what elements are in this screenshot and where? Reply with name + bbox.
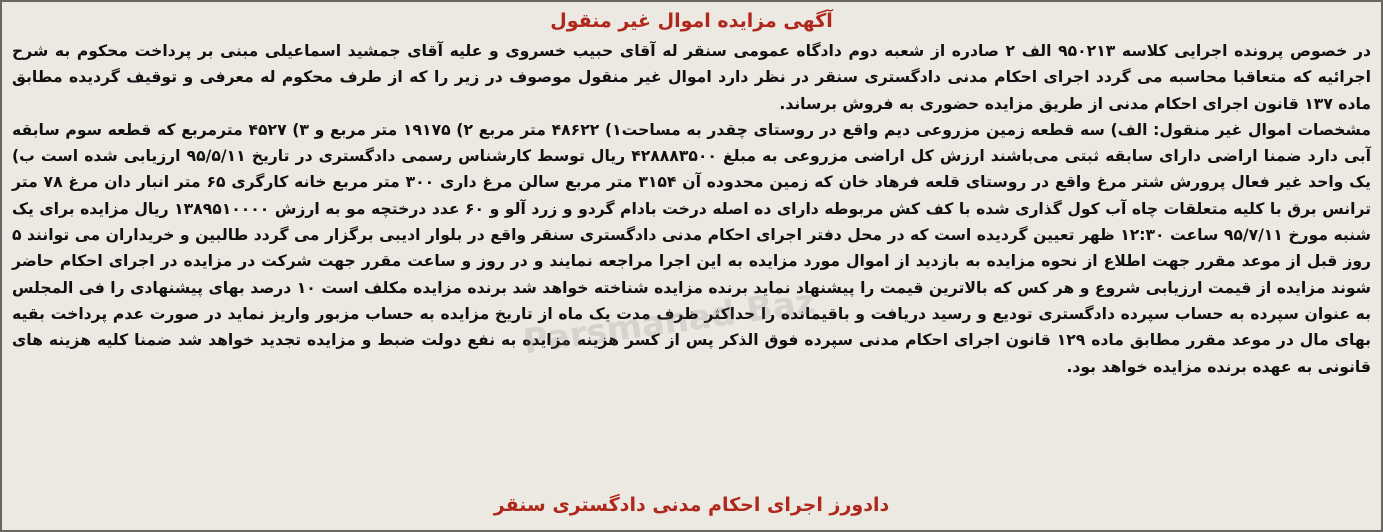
signature-line: دادورز اجرای احکام مدنی دادگستری سنقر — [493, 494, 890, 516]
property-details-paragraph: مشخصات اموال غیر منقول: الف) سه قطعه زمین مزروعی دیم واقع در روستای چقدر به مساحت۱) ۴۸۶۲۲ متر مربع ۲) ۱۹۱۷۵ متر مربع و ۳) ۴۵۲۷ مترمربع که قطعه سوم سابقه آبی دارد ضمنا اراضی دارای سابقه ثبتی می‌باشند ارزش کل اراضی مزروعی به مبلغ ۴۲۸۸۸۳۵۰۰ ریال توسط کارشناس رسمی دادگستری در تاریخ ۹۵/۵/۱۱ ارزیابی شده است ب) یک واحد غیر فعال پرورش شتر مرغ واقع در روستای قلعه فرهاد خان که زمین محدوده آن ۳۱۵۴ متر مربع سالن مرغ داری ۳۰۰ متر مربع خانه کارگری ۶۵ متر انبار دان مرغ ۷۸ متر ترانس برق با کلیه متعلقات چاه آب کول گذاری شده با کف کش مربوطه دارای ده اصله درخت بادام گردو و زرد آلو و ۶۰ عدد درختچه مو به ارزش ۱۳۸۹۵۱۰۰۰۰ ریال مزایده برای یک شنبه مورخ ۹۵/۷/۱۱ ساعت ۱۲:۳۰ ظهر تعیین گردیده است که در محل دفتر اجرای احکام مدنی دادگستری سنقر واقع در بلوار ادیبی برگزار می گردد طالبین و خریداران می توانند ۵ روز قبل از موعد مقرر جهت اطلاع از نحوه مزایده به بازدید از اموال مورد مزایده به این اجرا مراجعه نمایند و در روز و ساعت مقرر جهت شرکت در مزایده در اجرای احکام حاضر شوند مزایده از قیمت ارزیابی شروع و هر کس که بالاترین قیمت را پیشنهاد نماید برنده مزایده شناخته خواهد شد برنده مزایده مکلف است ۱۰ درصد بهای پیشنهادی را فی المجلس به عنوان سپرده به حساب سپرده دادگستری تودیع و رسید دریافت و باقیمانده را حداکثر ظرف مدت یک ماه از تاریخ مزایده به حساب مزبور واریز نماید در صورت عدم پرداخت بقیه بهای مال در موعد مقرر مطابق ماده ۱۲۹ قانون اجرای احکام مدنی سپرده فوق الذکر پس از کسر هزینه مزایده به نفع دولت ضبط و مزایده تجدید خواهد شد ضمنا کلیه هزینه های قانونی به عهده برنده مزایده خواهد بود. — [12, 120, 1372, 376]
intro-paragraph: در خصوص پرونده اجرایی کلاسه ۹۵۰۲۱۳ الف ۲ صادره از شعبه دوم دادگاه عمومی سنقر له آقای حبیب خسروی و علیه آقای جمشید اسماعیلی مبنی بر پرداخت محکوم به شرح اجرائیه که متعاقبا محاسبه می گردد اجرای احکام مدنی دادگستری سنقر در نظر دارد اموال غیر منقول موصوف در زیر را که از طرف محکوم له معرفی و توقیف گردیده مطابق ماده ۱۳۷ قانون اجرای احکام مدنی از طریق مزایده حضوری به فروش برساند. — [12, 42, 1372, 113]
notice-title: آگهی مزایده اموال غیر منقول — [550, 10, 833, 32]
notice-body — [12, 38, 1371, 380]
watermark-text: Parsmanad Baz — [520, 281, 818, 363]
